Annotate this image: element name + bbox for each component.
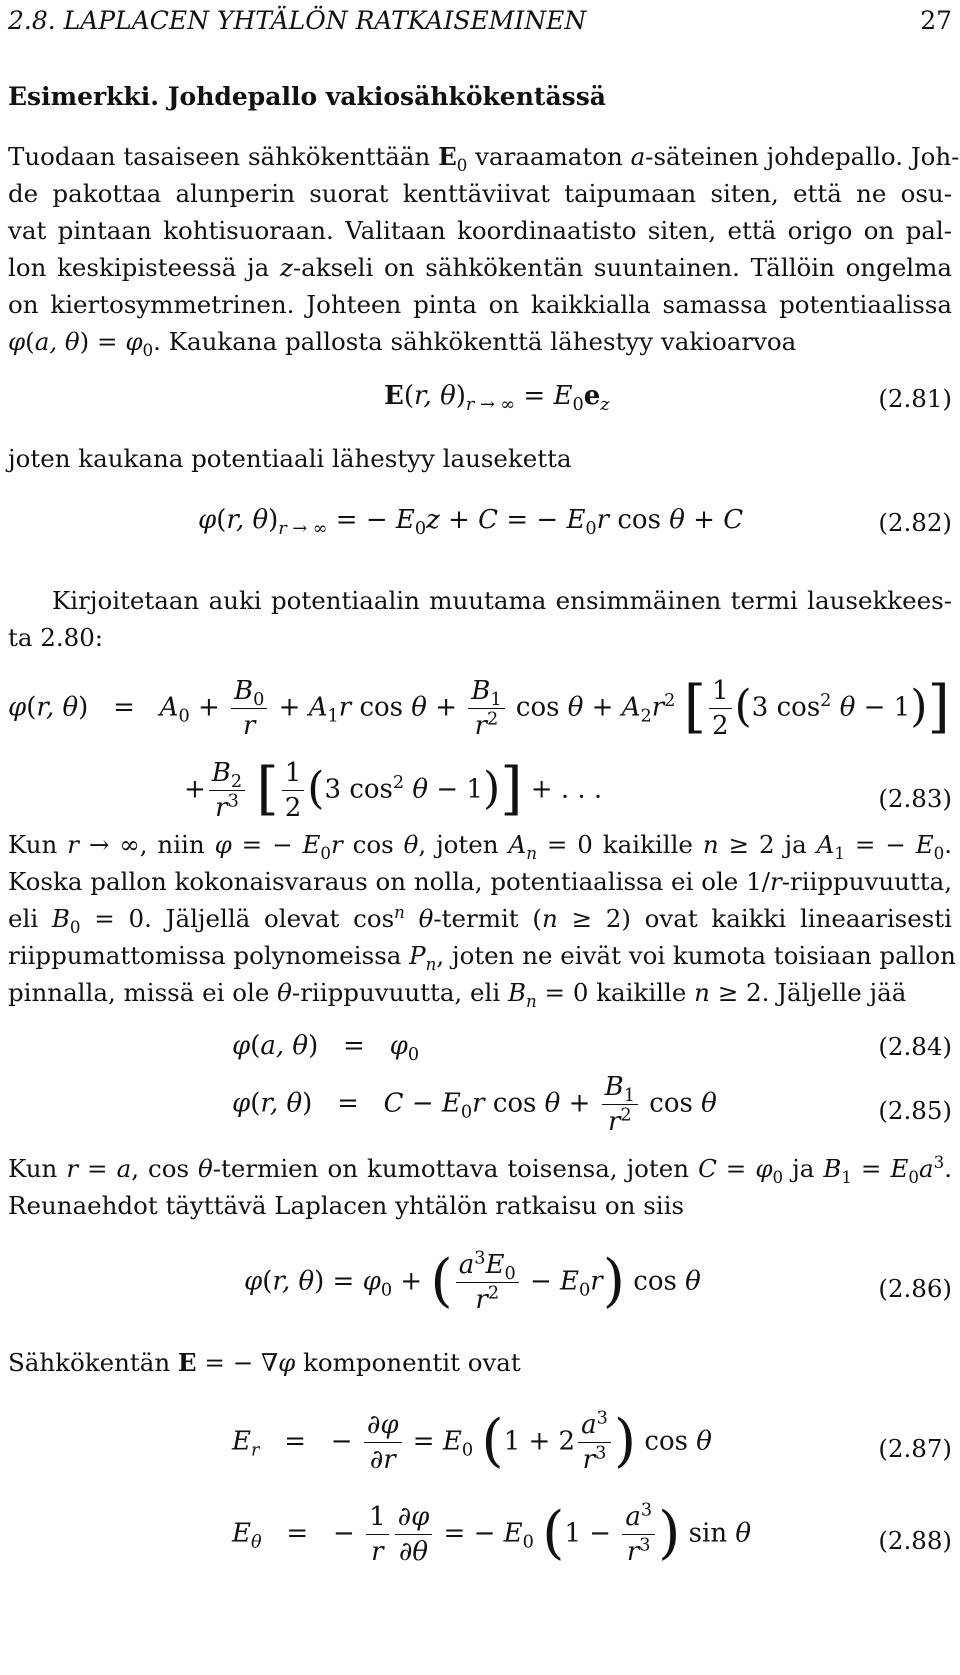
text-line: eli $B_0 = 0$. Jäljellä olevat $\cos^n$ θ-termit (n ≥ 2) ovat kaikki lineaarisesti [8, 902, 952, 937]
example-title: Esimerkki. Johdepallo vakiosähkökentässä [8, 82, 606, 111]
text-line: vat pintaan kohtisuoraan. Valitaan koordinaatisto siten, että origo on pal- [8, 216, 952, 245]
text-line: de pakottaa alunperin suorat kenttäviivat taipumaan siten, että ne osu- [8, 179, 952, 208]
equation-number: (2.81) [878, 384, 952, 413]
equation-number: (2.86) [878, 1274, 952, 1303]
equation-2-85 [8, 1070, 952, 1150]
equation-body: φ(r, $\theta) = C - E_0r$ cos θ + $\frac{B_1}{r^2}$ cos θ [232, 1072, 717, 1137]
text-line: Kirjoitetaan auki potentiaalin muutama ensimmäinen termi lausekkees- [52, 586, 952, 615]
text-line: on kiertosymmetrinen. Johteen pinta on kaikkialla samassa potentiaalissa [8, 290, 952, 319]
equation-body: $E_r$ = − $\frac{\partial\varphi}{\partial r}$ = $E_0$ (1 + 2 $\frac{a^3}{r^3}$ ) cos θ [232, 1407, 712, 1475]
equation-body: φ(r, $\theta)_{r \to \infty}$ = − $E_0z + C$ = − $E_0r$ cos θ + C [198, 505, 744, 540]
running-header [8, 2, 952, 38]
text-line: Tuodaan tasaiseen sähkökenttään $E_0$ varaamaton a-säteinen johdepallo. Joh- [8, 142, 960, 175]
equation-2-82 [8, 502, 952, 552]
text-line: Sähkökentän E = − ∇φ komponentit ovat [8, 1348, 521, 1377]
paragraph-solution [8, 1150, 952, 1224]
equation-body: E(r, $\theta)_{r \to \infty} = E_0e_z$ [384, 381, 610, 416]
equation-number: (2.85) [878, 1096, 952, 1125]
equation-number: (2.87) [878, 1434, 952, 1463]
equation-2-87 [8, 1408, 952, 1492]
text-line: Kun r → ∞, niin φ = − $E_0r$ cos θ, joten $A_n = 0$ kaikille n ≥ 2 ja $A_1$ = − $E_0$. [8, 830, 953, 863]
equation-2-86 [8, 1248, 952, 1332]
equation-2-83-line-2 [8, 748, 952, 828]
equation-number: (2.83) [878, 784, 952, 813]
text-line: Kun r = a, cos θ-termien on kumottava toisensa, joten $C = \varphi_0$ ja $B_1 = E_0a^3$. [8, 1152, 952, 1187]
equation-body: φ(r, $\theta) = A_0$ + $\frac{B_0}{r}$ + $A_1r$ cos θ + $\frac{B_1}{r^2}$ $\cos \theta + A_2r^2$ [ $\frac{1}{2}$ (3 $\cos^2 \theta - 1$)] [8, 673, 950, 741]
text-line: Koska pallon kokonaisvaraus on nolla, potentiaalissa ei ole 1/r-riippuvuutta, [8, 867, 952, 896]
paragraph-intro [8, 138, 960, 360]
paragraph-limit [8, 440, 952, 477]
equation-2-81 [8, 378, 952, 428]
text-line: lon keskipisteessä ja z-akseli on sähkökentän suuntainen. Tällöin ongelma [8, 253, 952, 282]
text-line: riippumattomissa polynomeissa $P_n$, joten ne eivät voi kumota toisiaan pallon [8, 941, 956, 974]
text-line: ta 2.80: [8, 623, 104, 652]
text-line: pinnalla, missä ei ole θ-riippuvuutta, eli $B_n = 0$ kaikille n ≥ 2. Jäljelle jää [8, 978, 907, 1011]
text-line: Reunaehdot täyttävä Laplacen yhtälön ratkaisu on siis [8, 1191, 685, 1220]
equation-2-83-line-1 [8, 666, 952, 746]
paragraph-field [8, 1344, 952, 1381]
text-line: φ(a, $\theta) = \varphi_0$. Kaukana pallosta sähkökenttä lähestyy vakioarvoa [8, 327, 797, 360]
equation-body: + $\frac{B_2}{r^3}$ [ $\frac{1}{2}$ (3 $\cos^2 \theta - 1$)] + . . . [184, 755, 603, 823]
equation-body: $E_\theta$ = − $\frac{1}{r}$ $\frac{\partial\varphi}{\partial\theta}$ = − $E_0$ (1 − $\frac{a^3}{r^3}$ ) sin θ [232, 1499, 751, 1567]
paragraph-conditions [8, 826, 956, 1011]
section-title: 2.8. LAPLACEN YHTÄLÖN RATKAISEMINEN [8, 6, 587, 35]
equation-number: (2.84) [878, 1032, 952, 1061]
equation-body: φ(r, $\theta) = \varphi_0$ + ( $\frac{a^3E_0}{r^2}$ − $E_0r$) cos θ [244, 1247, 701, 1315]
equation-number: (2.88) [878, 1526, 952, 1555]
equation-number: (2.82) [878, 508, 952, 537]
paragraph-expansion [8, 582, 952, 656]
equation-body: φ(a, $\theta) = \varphi_0$ [232, 1031, 420, 1066]
page-number: 27 [920, 6, 952, 35]
text-line: joten kaukana potentiaali lähestyy lauseketta [8, 444, 572, 473]
equation-2-88 [8, 1500, 952, 1584]
